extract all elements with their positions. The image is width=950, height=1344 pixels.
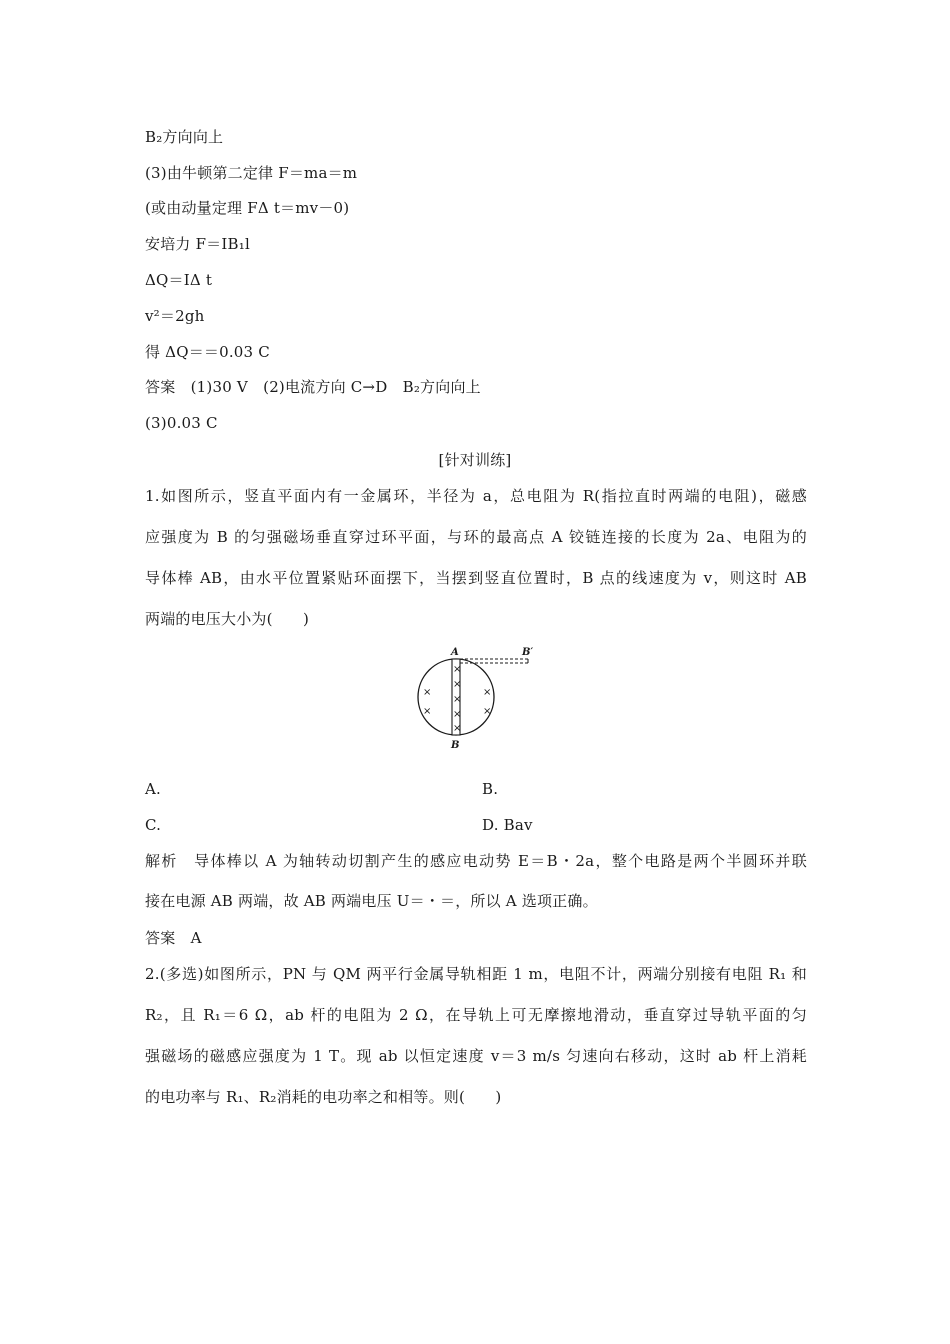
text-line: 安培力 F＝IB₁l (145, 235, 250, 253)
field-mark: × (453, 709, 462, 720)
text-line: (3)由牛顿第二定律 F＝ma＝m (145, 164, 358, 182)
question-1-text: 两端的电压大小为( ) (145, 610, 310, 628)
answer-line: (3)0.03 C (145, 414, 218, 432)
question-2-text: 2.(多选)如图所示，PN 与 QM 两平行金属导轨相距 1 m，电阻不计，两端分别接有电阻 R₁ 和 (145, 965, 807, 983)
field-mark: × (423, 687, 432, 698)
field-mark: × (423, 706, 432, 717)
question-1-text: 应强度为 B 的匀强磁场垂直穿过环平面，与环的最高点 A 铰链连接的长度为 2a、电阻为的 (145, 528, 807, 546)
explanation-text: 接在电源 AB 两端，故 AB 两端电压 U＝・＝，所以 A 选项正确。 (145, 892, 598, 910)
label-a: A (451, 647, 459, 658)
option-b: B. (482, 780, 499, 798)
option-a: A. (145, 780, 162, 798)
text-line: (或由动量定理 FΔ t＝mv－0) (145, 199, 350, 217)
field-mark: × (483, 706, 492, 717)
section-title: [针对训练] (438, 451, 512, 469)
question-2-text: R₂，且 R₁＝6 Ω，ab 杆的电阻为 2 Ω，在导轨上可无摩擦地滑动，垂直穿过导轨平面的匀 (145, 1006, 807, 1024)
answer-line: 答案 (1)30 V (2)电流方向 C→D B₂方向向上 (145, 378, 481, 396)
label-b: B (451, 740, 460, 750)
label-b-prime: B′ (522, 647, 534, 658)
text-line: 得 ΔQ＝＝0.03 C (145, 343, 270, 361)
field-mark: × (453, 723, 462, 734)
text-line: B₂方向向上 (145, 128, 224, 146)
field-mark: × (453, 679, 462, 690)
option-d: D. Bav (482, 816, 533, 834)
text-line: v²＝2gh (145, 307, 205, 325)
field-mark: × (453, 694, 462, 705)
explanation-text: 解析 导体棒以 A 为轴转动切割产生的感应电动势 E＝B・2a，整个电路是两个半圆环并联 (145, 852, 807, 870)
answer-line: 答案 A (145, 929, 202, 947)
metal-ring-figure (410, 640, 540, 750)
field-mark: × (453, 664, 462, 675)
option-c: C. (145, 816, 162, 834)
field-mark: × (483, 687, 492, 698)
question-1-text: 1.如图所示，竖直平面内有一金属环，半径为 a，总电阻为 R(指拉直时两端的电阻)，磁感 (145, 487, 807, 505)
question-2-text: 强磁场的磁感应强度为 1 T。现 ab 以恒定速度 v＝3 m/s 匀速向右移动，这时 ab 杆上消耗 (145, 1047, 807, 1065)
text-line: ΔQ＝IΔ t (145, 271, 213, 289)
question-1-text: 导体棒 AB，由水平位置紧贴环面摆下，当摆到竖直位置时，B 点的线速度为 v，则这时 AB (145, 569, 807, 587)
question-2-text: 的电功率与 R₁、R₂消耗的电功率之和相等。则( ) (145, 1088, 502, 1106)
